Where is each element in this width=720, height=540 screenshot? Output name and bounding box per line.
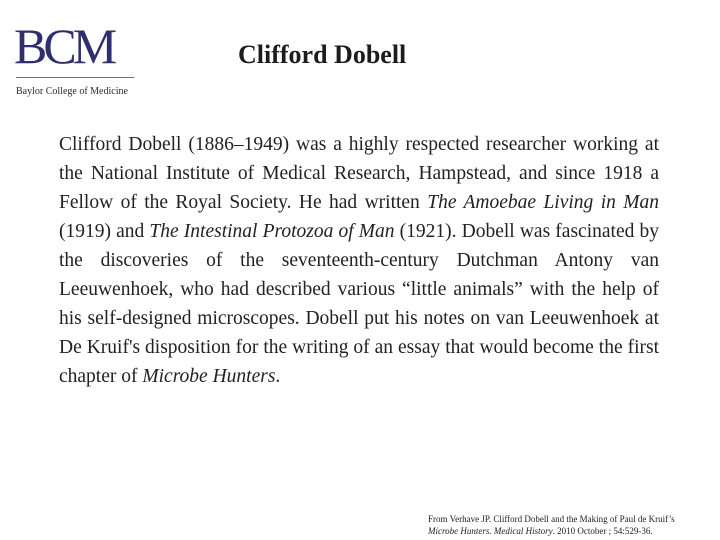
citation-details: . 2010 October ; 54:529-36. <box>552 526 653 536</box>
citation <box>428 513 714 537</box>
body-paragraph <box>59 130 659 391</box>
logo-divider <box>16 77 134 78</box>
book-title-microbe-hunters: Microbe Hunters <box>142 366 276 387</box>
citation-line-1: From Verhave JP. Clifford Dobell and the Making of Paul de Kruif’s <box>428 514 675 524</box>
book-title-amoebae: The Amoebae Living in Man <box>427 192 660 213</box>
paragraph-part-2: (1919) and <box>59 221 150 242</box>
paragraph-part-4: . <box>275 366 281 387</box>
bcm-logo <box>14 18 144 97</box>
book-title-protozoa: The Intestinal Protozoa of Man <box>149 221 395 242</box>
logo-subtitle: Baylor College of Medicine <box>16 86 128 97</box>
citation-journal-title: Microbe Hunters. Medical History <box>428 526 553 536</box>
slide-title: Clifford Dobell <box>238 40 407 69</box>
paragraph-part-3: (1921). Dobell was fascinated by the discoveries of the seventeenth-century Dutchman Antony van Leeuwenhoek, who had described various “little animals” with the help of his self-designed microscopes. Dobell put his notes on van Leeuwenhoek at De Kruif's disposition for the writing of an essay that would become the first chapter of <box>59 221 659 387</box>
logo-mark: BCM <box>14 18 114 74</box>
paragraph-part-1: Clifford Dobell (1886–1949) was a highly respected researcher working at the National Institute of Medical Research, Hampstead, and since 1918 a Fellow of the Royal Society. He had written <box>59 134 659 213</box>
